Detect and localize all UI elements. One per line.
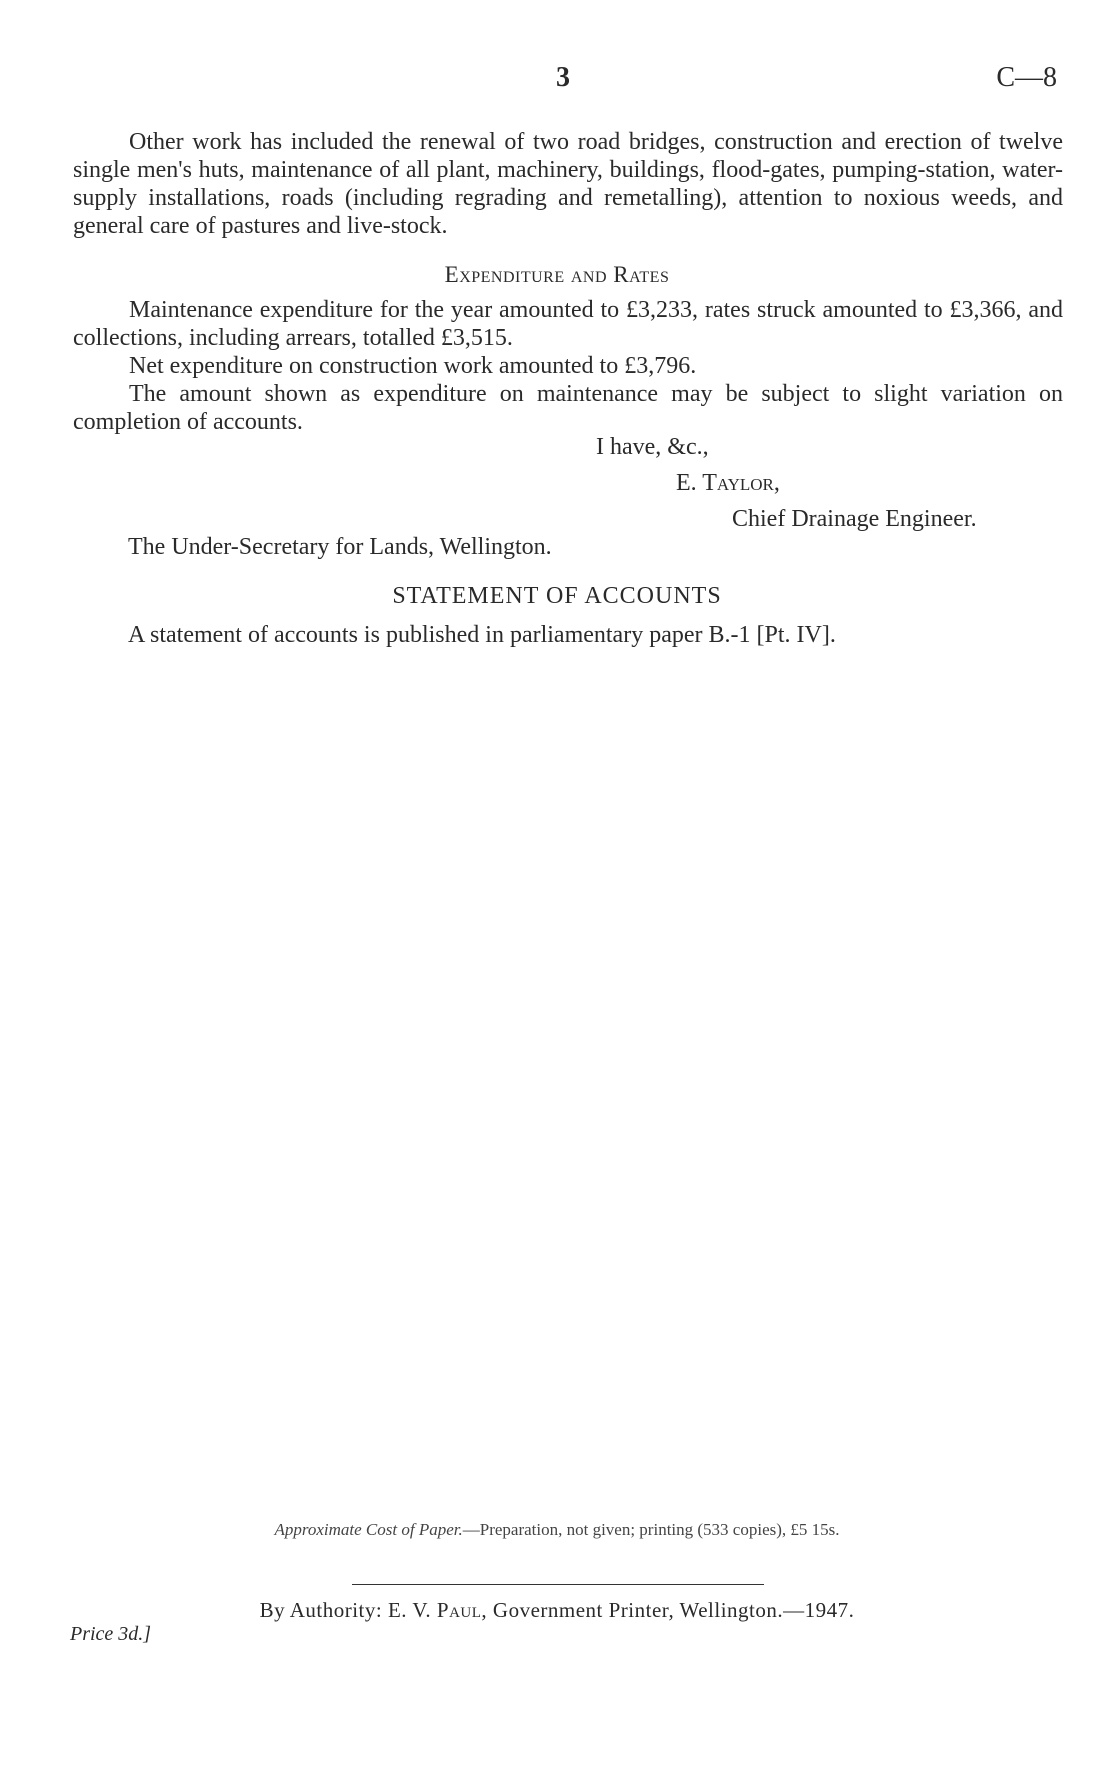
paragraph-variation-note: The amount shown as expenditure on maintenance may be subject to slight variation on completion of accounts. xyxy=(73,381,1063,435)
paragraph-other-work: Other work has included the renewal of two road bridges, construction and erection of twelve single men's huts, maintenance of all plant, machinery, buildings, flood-gates, pumping-station, water-supply installations, roads (including regrading and remetalling), attention to noxious weeds, and general care of pastures and live-stock. xyxy=(73,129,1063,239)
signatory-name: E. Taylor, xyxy=(676,470,780,496)
paragraph-statement-of-accounts: A statement of accounts is published in parliamentary paper B.-1 [Pt. IV]. xyxy=(128,622,836,648)
body-section-expenditure xyxy=(73,296,1063,436)
cost-of-paper-line xyxy=(0,1520,1114,1540)
authority-prefix: By Authority: E. V. xyxy=(259,1598,432,1622)
cost-of-paper-text: —Preparation, not given; printing (533 copies), £5 15s. xyxy=(462,1520,840,1539)
signatory-title: Chief Drainage Engineer. xyxy=(732,506,977,532)
price: Price 3d.] xyxy=(70,1623,152,1645)
page-number: 3 xyxy=(556,62,570,93)
printer-authority-line xyxy=(0,1598,1114,1623)
addressee: The Under-Secretary for Lands, Wellington. xyxy=(128,534,552,560)
body-section-works xyxy=(73,128,1063,240)
document-code: C—8 xyxy=(996,62,1057,93)
cost-of-paper-label: Approximate Cost of Paper. xyxy=(274,1520,463,1539)
heading-expenditure-and-rates: Expenditure and Rates xyxy=(444,262,670,287)
closing-salutation: I have, &c., xyxy=(596,434,709,460)
printer-name: Paul xyxy=(436,1598,482,1622)
footer-divider xyxy=(352,1584,764,1585)
authority-suffix: , Government Printer, Wellington.—1947. xyxy=(481,1598,855,1622)
paragraph-net-expenditure: Net expenditure on construction work amounted to £3,796. xyxy=(129,353,697,379)
paragraph-maintenance-expenditure: Maintenance expenditure for the year amounted to £3,233, rates struck amounted to £3,366, and collections, including arrears, totalled £3,515. xyxy=(73,297,1063,351)
heading-statement-of-accounts: STATEMENT OF ACCOUNTS xyxy=(392,583,722,609)
